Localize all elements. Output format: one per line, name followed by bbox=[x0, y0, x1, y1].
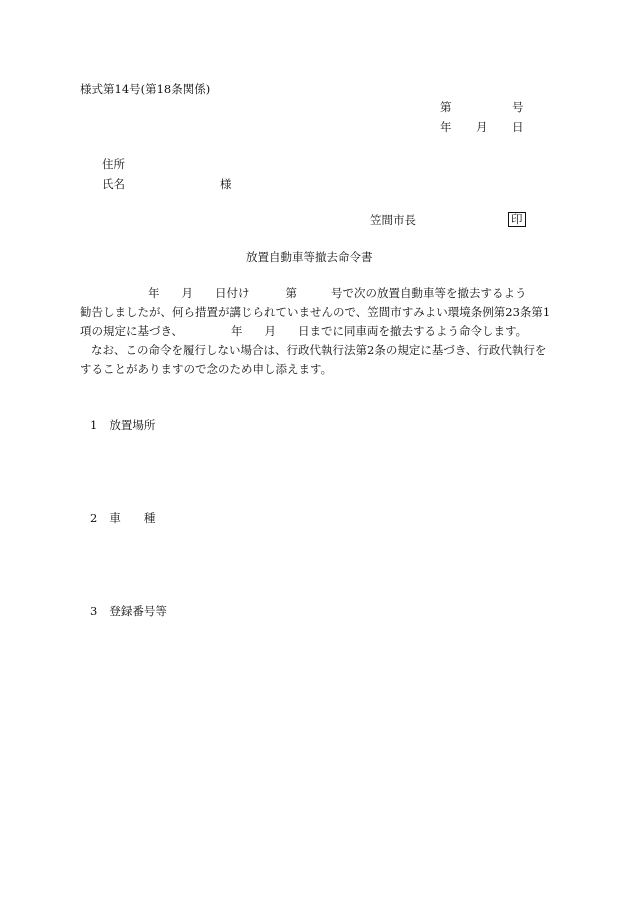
item-3-number: 3 bbox=[90, 604, 98, 618]
body-line-1 bbox=[80, 284, 550, 303]
body-line-3-head: 項の規定に基づき、 bbox=[80, 324, 184, 338]
seal-mark bbox=[508, 212, 526, 227]
item-1 bbox=[90, 418, 155, 432]
item-2-label: 車 種 bbox=[109, 511, 156, 525]
body-line-3-tail: 日までに同車両を撤去するよう命令します。 bbox=[298, 324, 528, 338]
body-year: 年 bbox=[148, 286, 160, 300]
body-line-3 bbox=[80, 322, 550, 341]
seal-text: 印 bbox=[508, 212, 526, 227]
address-label: 住所 bbox=[102, 157, 125, 171]
doc-number-go: 号 bbox=[512, 100, 524, 114]
issuer-title: 笠間市長 bbox=[370, 213, 416, 227]
body-text bbox=[80, 284, 550, 379]
body-line-1-tail: 号で次の放置自動車等を撤去するよう bbox=[331, 286, 527, 300]
form-number: 様式第14号(第18条関係) bbox=[80, 82, 211, 96]
body-deadline-year: 年 bbox=[231, 324, 243, 338]
body-line-4: なお、この命令を履行しない場合は、行政代執行法第2条の規定に基づき、行政代執行を bbox=[91, 343, 547, 357]
item-1-label: 放置場所 bbox=[109, 418, 156, 432]
honorific: 様 bbox=[220, 177, 232, 191]
body-month: 月 bbox=[181, 286, 193, 300]
doc-number-dai: 第 bbox=[440, 100, 452, 114]
date-year: 年 bbox=[440, 120, 452, 134]
date-day: 日 bbox=[512, 120, 524, 134]
item-3-label: 登録番号等 bbox=[109, 604, 167, 618]
body-line-5: することがありますので念のため申し添えます。 bbox=[80, 362, 333, 376]
document-title: 放置自動車等撤去命令書 bbox=[246, 250, 373, 264]
date-month: 月 bbox=[476, 120, 488, 134]
body-deadline-month: 月 bbox=[264, 324, 277, 338]
body-dai: 第 bbox=[285, 286, 297, 300]
item-2 bbox=[90, 511, 155, 525]
item-2-number: 2 bbox=[90, 511, 98, 525]
item-1-number: 1 bbox=[90, 418, 98, 432]
name-label: 氏名 bbox=[102, 177, 125, 191]
body-line-2: 勧告しましたが、何ら措置が講じられていませんので、笠間市すみよい環境条例第23条第1 bbox=[80, 305, 551, 319]
item-3 bbox=[90, 604, 167, 618]
body-day-date: 日付け bbox=[215, 286, 250, 300]
